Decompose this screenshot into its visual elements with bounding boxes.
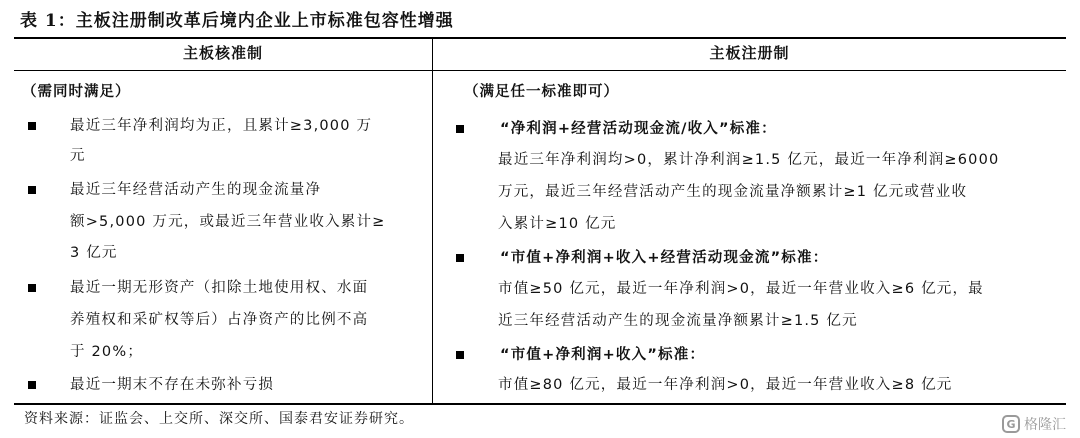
bullet-icon bbox=[456, 125, 464, 133]
table-title: 表 1：主板注册制改革后境内企业上市标准包容性增强 bbox=[20, 11, 454, 31]
left-line-6: 最近一期无形资产（扣除土地使用权、水面 bbox=[70, 280, 369, 296]
bullet-icon bbox=[28, 186, 36, 194]
right-note: （满足任一标准即可） bbox=[464, 84, 619, 100]
left-line-7: 养殖权和采矿权等后）占净资产的比例不高 bbox=[70, 312, 369, 328]
standard-2-line-2: 近三年经营活动产生的现金流量净额累计≥1.5 亿元 bbox=[498, 313, 858, 329]
watermark-logo-icon: G bbox=[1002, 415, 1020, 433]
watermark bbox=[1002, 414, 1066, 434]
standard-3-line-1: 市值≥80 亿元，最近一年净利润>0，最近一年营业收入≥8 亿元 bbox=[498, 377, 953, 393]
standard-1-label: “净利润+经营活动现金流/收入”标准： bbox=[500, 121, 777, 137]
standard-1-line-3: 入累计≥10 亿元 bbox=[498, 216, 617, 232]
column-divider bbox=[432, 38, 433, 404]
left-line-4: 额>5,000 万元，或最近三年营业收入累计≥ bbox=[70, 214, 386, 230]
bullet-icon bbox=[28, 122, 36, 130]
bullet-icon bbox=[28, 284, 36, 292]
left-line-5: 3 亿元 bbox=[70, 245, 118, 261]
watermark-text: 格隆汇 bbox=[1024, 417, 1066, 433]
source-note: 资料来源：证监会、上交所、深交所、国泰君安证券研究。 bbox=[24, 411, 414, 427]
standard-1-line-2: 万元，最近三年经营活动产生的现金流量净额累计≥1 亿元或营业收 bbox=[498, 184, 968, 200]
left-line-2: 元 bbox=[70, 148, 86, 164]
column-header-registration: 主板注册制 bbox=[709, 44, 790, 62]
left-line-3: 最近三年经营活动产生的现金流量净 bbox=[70, 182, 322, 198]
standard-1-line-1: 最近三年净利润均>0，累计净利润≥1.5 亿元，最近一年净利润≥6000 bbox=[498, 152, 1000, 168]
top-rule bbox=[14, 37, 1066, 39]
left-line-9: 最近一期末不存在未弥补亏损 bbox=[70, 377, 275, 393]
column-header-approval: 主板核准制 bbox=[182, 44, 263, 62]
header-rule bbox=[14, 70, 1066, 71]
bullet-icon bbox=[456, 351, 464, 359]
standard-2-line-1: 市值≥50 亿元，最近一年净利润>0，最近一年营业收入≥6 亿元，最 bbox=[498, 281, 984, 297]
bottom-rule bbox=[14, 403, 1066, 405]
bullet-icon bbox=[28, 381, 36, 389]
left-line-8: 于 20%； bbox=[70, 344, 144, 360]
standard-3-label: “市值+净利润+收入”标准： bbox=[500, 347, 706, 363]
left-line-1: 最近三年净利润均为正，且累计≥3,000 万 bbox=[70, 118, 373, 134]
bullet-icon bbox=[456, 254, 464, 262]
standard-2-label: “市值+净利润+收入+经营活动现金流”标准： bbox=[500, 250, 829, 266]
left-note: （需同时满足） bbox=[22, 84, 131, 100]
